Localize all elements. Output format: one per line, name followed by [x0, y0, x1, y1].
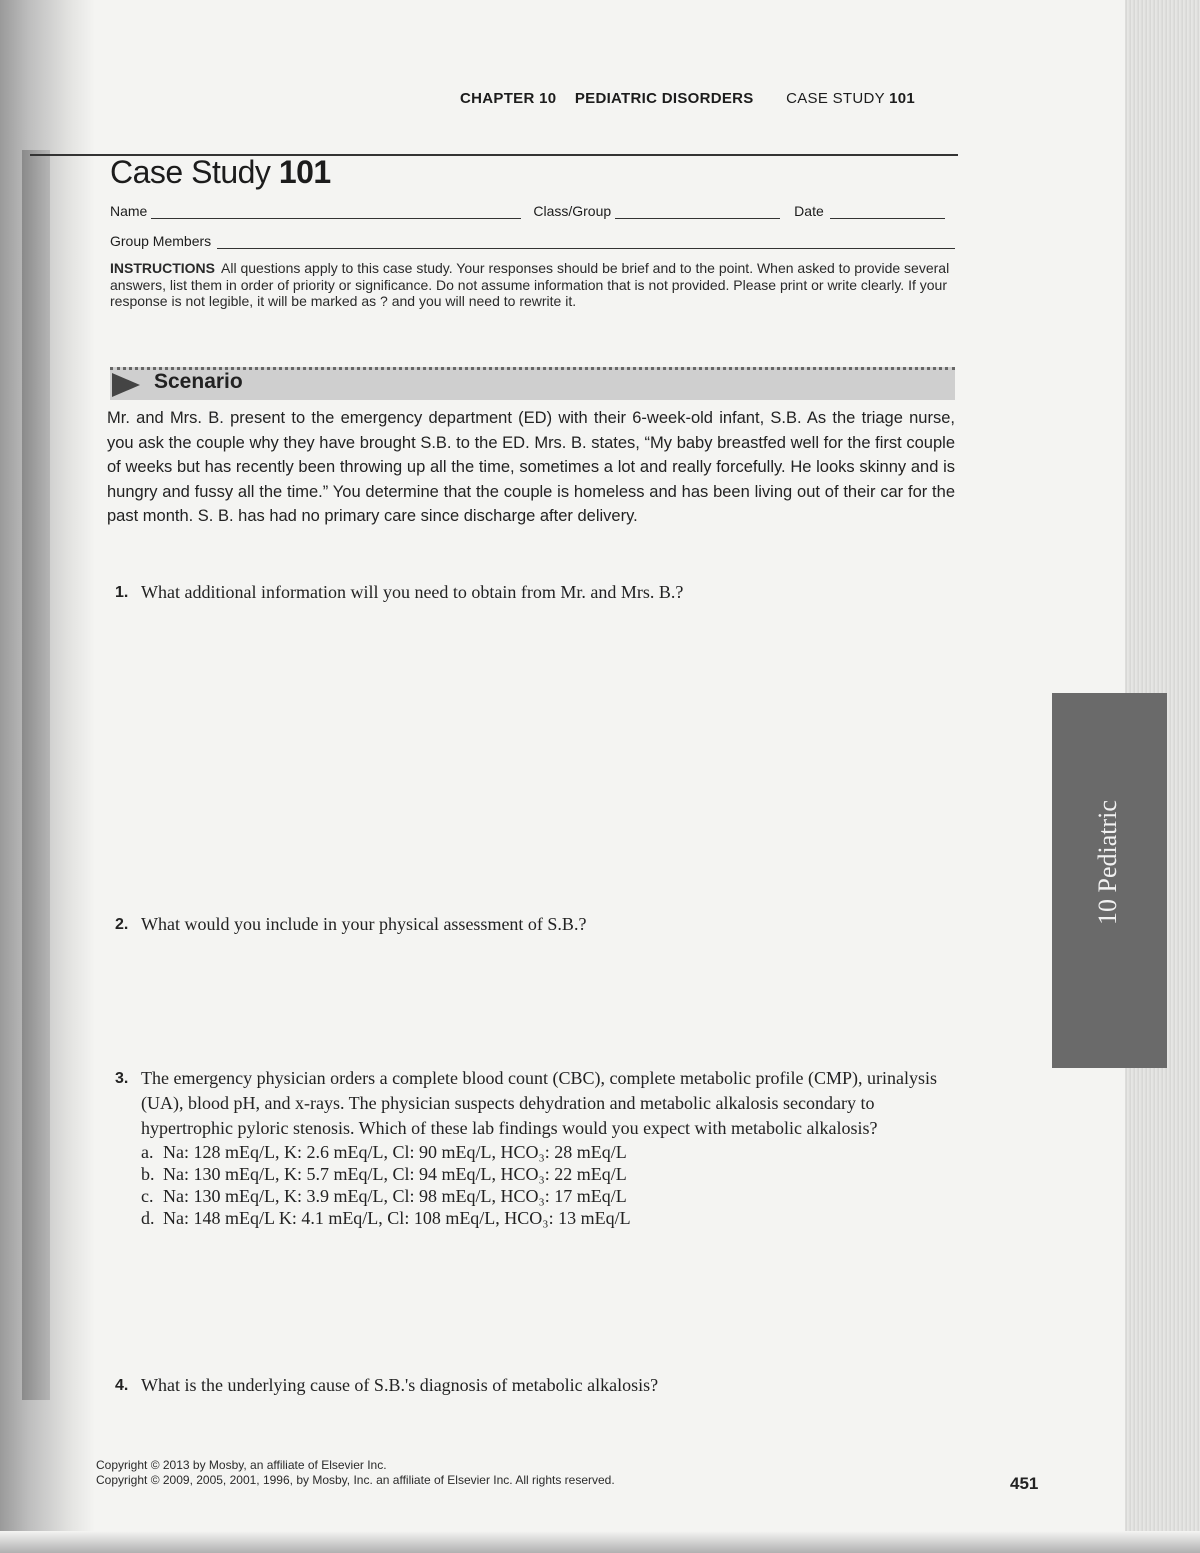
choice-letter: d.	[141, 1208, 155, 1228]
running-head-chapter: CHAPTER 10	[460, 90, 557, 107]
choice-text: Na: 128 mEq/L, K: 2.6 mEq/L, Cl: 90 mEq/L, HCO₃: 28 mEq/L	[163, 1142, 627, 1162]
scan-shadow-bottom	[0, 1531, 1200, 1553]
question-number: 1.	[115, 584, 129, 601]
answer-choices	[141, 1141, 945, 1229]
question-text: What is the underlying cause of S.B.'s diagnosis of metabolic alkalosis?	[141, 1375, 659, 1395]
question-number: 2.	[115, 916, 129, 933]
group-members-field[interactable]	[217, 236, 955, 249]
question-number: 3.	[115, 1070, 129, 1087]
question-text: What additional information will you need to obtain from Mr. and Mrs. B.?	[141, 582, 684, 602]
answer-choice-c[interactable]	[141, 1185, 945, 1207]
page-title-prefix: Case Study	[110, 154, 271, 190]
choice-text: Na: 148 mEq/L K: 4.1 mEq/L, Cl: 108 mEq/L, HCO₃: 13 mEq/L	[163, 1208, 631, 1228]
question-number: 4.	[115, 1377, 129, 1394]
answer-choice-b[interactable]	[141, 1163, 945, 1185]
running-head-case-number: 101	[889, 90, 916, 107]
page-title	[110, 154, 331, 191]
copyright-line-2: Copyright © 2009, 2005, 2001, 1996, by Mosby, Inc. an affiliate of Elsevier Inc. All rights reserved.	[96, 1473, 615, 1487]
chapter-side-tab-label: 10 Pediatric	[1093, 800, 1122, 925]
scenario-text: Mr. and Mrs. B. present to the emergency department (ED) with their 6-week-old infant, S.B. As the triage nurse, you ask the couple why they have brought S.B. to the ED. Mrs. B. states, “My baby breastfed well for the first couple of weeks but has recently been throwing up all the time, sometimes a lot and really forcefully. He looks skinny and is hungry and fussy all the time.” You determine that the couple is homeless and has been living out of their car for the past month. S. B. has had no primary care since discharge after delivery.	[107, 409, 955, 525]
answer-choice-a[interactable]	[141, 1141, 945, 1163]
choice-text: Na: 130 mEq/L, K: 3.9 mEq/L, Cl: 98 mEq/L, HCO₃: 17 mEq/L	[163, 1186, 627, 1206]
group-members-label: Group Members	[110, 233, 212, 249]
instructions-label: INSTRUCTIONS	[110, 260, 215, 276]
question-4	[115, 1373, 935, 1398]
question-3	[115, 1066, 945, 1229]
form-row-group	[110, 233, 955, 249]
question-text: The emergency physician orders a complete blood count (CBC), complete metabolic profile (CMP), urinalysis (UA), blood pH, and x-rays. The physician suspects dehydration and metabolic alkalosis secondary to hypertrophic pyloric stenosis. Which of these lab findings would you expect with metabolic alkalosis?	[141, 1068, 937, 1138]
copyright-line-1: Copyright © 2013 by Mosby, an affiliate of Elsevier Inc.	[96, 1458, 387, 1472]
name-label: Name	[110, 203, 148, 219]
date-label: Date	[794, 203, 824, 219]
form-row-name	[110, 203, 955, 219]
choice-letter: a.	[141, 1142, 154, 1162]
name-field[interactable]	[151, 206, 521, 219]
class-group-label: Class/Group	[533, 203, 612, 219]
page-title-number: 101	[278, 154, 331, 190]
question-text: What would you include in your physical assessment of S.B.?	[141, 914, 587, 934]
running-head-section: PEDIATRIC DISORDERS	[574, 90, 754, 107]
instructions-text: All questions apply to this case study. Your responses should be brief and to the point. When asked to provide several answers, list them in order of priority or significance. Do not assume information that is not provided. Please print or write clearly. If your response is not legible, it will be marked as ? and you will need to rewrite it.	[110, 260, 950, 309]
choice-letter: b.	[141, 1164, 155, 1184]
running-head	[460, 90, 915, 107]
instructions	[110, 260, 955, 310]
running-head-case-label: CASE STUDY	[786, 90, 885, 107]
date-field[interactable]	[830, 206, 945, 219]
copyright	[96, 1458, 615, 1488]
choice-text: Na: 130 mEq/L, K: 5.7 mEq/L, Cl: 94 mEq/L, HCO₃: 22 mEq/L	[163, 1164, 627, 1184]
play-arrow-icon	[112, 373, 140, 397]
page-number: 451	[1010, 1474, 1039, 1493]
question-1	[115, 580, 935, 605]
scenario-heading: Scenario	[154, 370, 243, 393]
scan-binding-edge	[22, 150, 50, 1400]
answer-choice-d[interactable]	[141, 1207, 945, 1229]
choice-letter: c.	[141, 1186, 154, 1206]
class-group-field[interactable]	[615, 206, 780, 219]
question-2	[115, 912, 935, 937]
